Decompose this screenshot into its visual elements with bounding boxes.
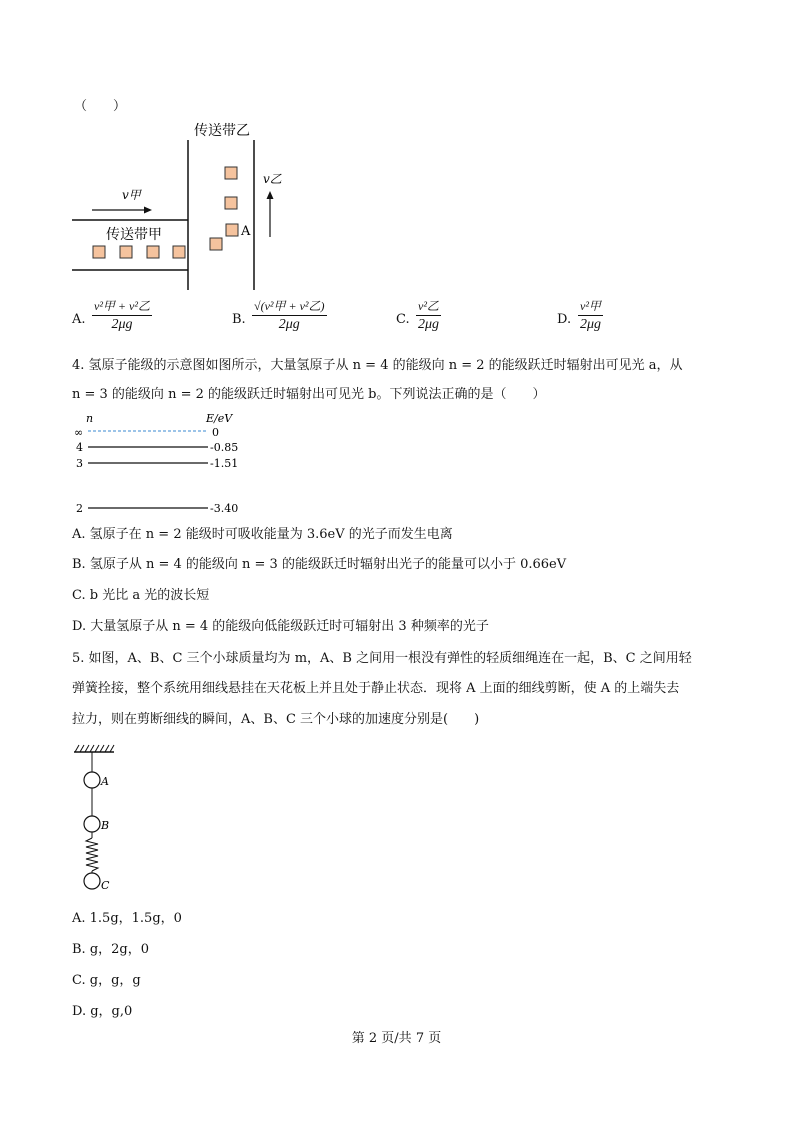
v-b-arrowhead — [267, 191, 274, 199]
level-n-4: 4 — [76, 441, 83, 454]
ball-b-label: B — [101, 819, 110, 832]
q4-option-b: B. 氢原子从 n = 4 的能级向 n = 3 的能级跃迁时辐射出光子的能量可以小于 0.66eV — [72, 557, 567, 572]
q5-option-c: C. g，g，g — [72, 973, 141, 988]
level-e-3: -1.51 — [210, 457, 239, 470]
q3-option-c-numerator: v²乙 — [416, 297, 441, 316]
q3-option-b-numerator: √(v²甲 + v²乙) — [252, 297, 327, 316]
v-a-label: v甲 — [122, 188, 141, 202]
e-header: E/eV — [206, 412, 233, 425]
belt-b-label: 传送带乙 — [194, 123, 250, 139]
q5-stem-line-2: 弹簧拴接，整个系统用细线悬挂在天花板上并且处于静止状态．现将 A 上面的细线剪断，使 A 的上端失去 — [72, 681, 680, 696]
q4-stem-line-1: 4. 氢原子能级的示意图如图所示，大量氢原子从 n = 4 的能级向 n = 2 的能级跃迁时辐射出可见光 a，从 — [72, 358, 683, 373]
box — [173, 246, 185, 258]
ball-a-label: A — [101, 775, 109, 788]
q4-stem-line-2: n = 3 的能级向 n = 2 的能级跃迁时辐射出可见光 b。下列说法正确的是（ ） — [72, 387, 546, 402]
ball-c — [84, 873, 100, 889]
spring — [86, 838, 98, 871]
box — [120, 246, 132, 258]
q3-option-b-denominator: 2μg — [278, 317, 300, 332]
q4-option-a: A. 氢原子在 n = 2 能级时可吸收能量为 3.6eV 的光子而发生电离 — [72, 527, 453, 542]
q5-stem-line-3: 拉力，则在剪断细线的瞬间，A、B、C 三个小球的加速度分别是( ) — [72, 712, 480, 727]
n-header: n — [86, 412, 94, 425]
q3-option-a — [72, 312, 86, 327]
q3-option-b — [232, 312, 246, 327]
q3-option-d-denominator: 2μg — [579, 317, 601, 332]
box-a-label: A — [241, 224, 251, 239]
q3-option-c-letter: C. — [396, 312, 410, 327]
q4-option-c: C. b 光比 a 光的波长短 — [72, 588, 210, 603]
box-a — [226, 224, 238, 236]
v-b-label: v乙 — [263, 172, 282, 186]
q3-option-d-letter: D. — [557, 312, 572, 327]
q4-option-d: D. 大量氢原子从 n = 4 的能级向低能级跃迁时可辐射出 3 种频率的光子 — [72, 619, 489, 634]
box — [147, 246, 159, 258]
q5-option-d: D. g，g,0 — [72, 1004, 133, 1019]
q3-paren: （ ） — [74, 99, 127, 114]
v-a-arrowhead — [144, 207, 152, 214]
ball-c-label: C — [101, 879, 110, 892]
level-n-inf: ∞ — [74, 426, 84, 439]
q3-option-a-letter: A. — [72, 312, 86, 327]
level-e-inf: 0 — [212, 426, 219, 439]
q3-option-d-numerator: v²甲 — [578, 297, 603, 316]
q3-option-a-numerator: v²甲 + v²乙 — [92, 297, 152, 316]
q3-option-d-fraction — [578, 297, 603, 333]
belt-a-label: 传送带甲 — [106, 227, 162, 243]
page-footer: 第 2 页/共 7 页 — [351, 1031, 442, 1046]
hanging-balls-diagram — [66, 740, 146, 900]
q3-option-b-letter: B. — [232, 312, 246, 327]
energy-level-diagram — [72, 408, 292, 518]
q3-option-c — [396, 312, 410, 327]
box — [225, 167, 237, 179]
q3-option-a-fraction — [92, 297, 152, 333]
ceiling-hatch — [75, 745, 114, 752]
ball-a — [84, 772, 100, 788]
q5-option-a: A. 1.5g，1.5g，0 — [72, 911, 182, 926]
box — [225, 197, 237, 209]
ball-b — [84, 816, 100, 832]
q3-option-c-fraction — [416, 297, 441, 333]
box — [210, 238, 222, 250]
q3-option-d — [557, 312, 571, 327]
level-n-3: 3 — [76, 457, 83, 470]
level-e-2: -3.40 — [210, 502, 239, 515]
q5-option-b: B. g，2g，0 — [72, 942, 150, 957]
q3-option-b-fraction — [252, 297, 327, 333]
q3-option-c-denominator: 2μg — [417, 317, 439, 332]
box — [93, 246, 105, 258]
level-n-2: 2 — [76, 502, 83, 515]
q5-stem-line-1: 5. 如图，A、B、C 三个小球质量均为 m，A、B 之间用一根没有弹性的轻质细绳连在一起，B、C 之间用轻 — [72, 651, 692, 666]
conveyor-belt-diagram — [60, 115, 360, 305]
q3-option-a-denominator: 2μg — [111, 317, 133, 332]
level-e-4: -0.85 — [210, 441, 239, 454]
